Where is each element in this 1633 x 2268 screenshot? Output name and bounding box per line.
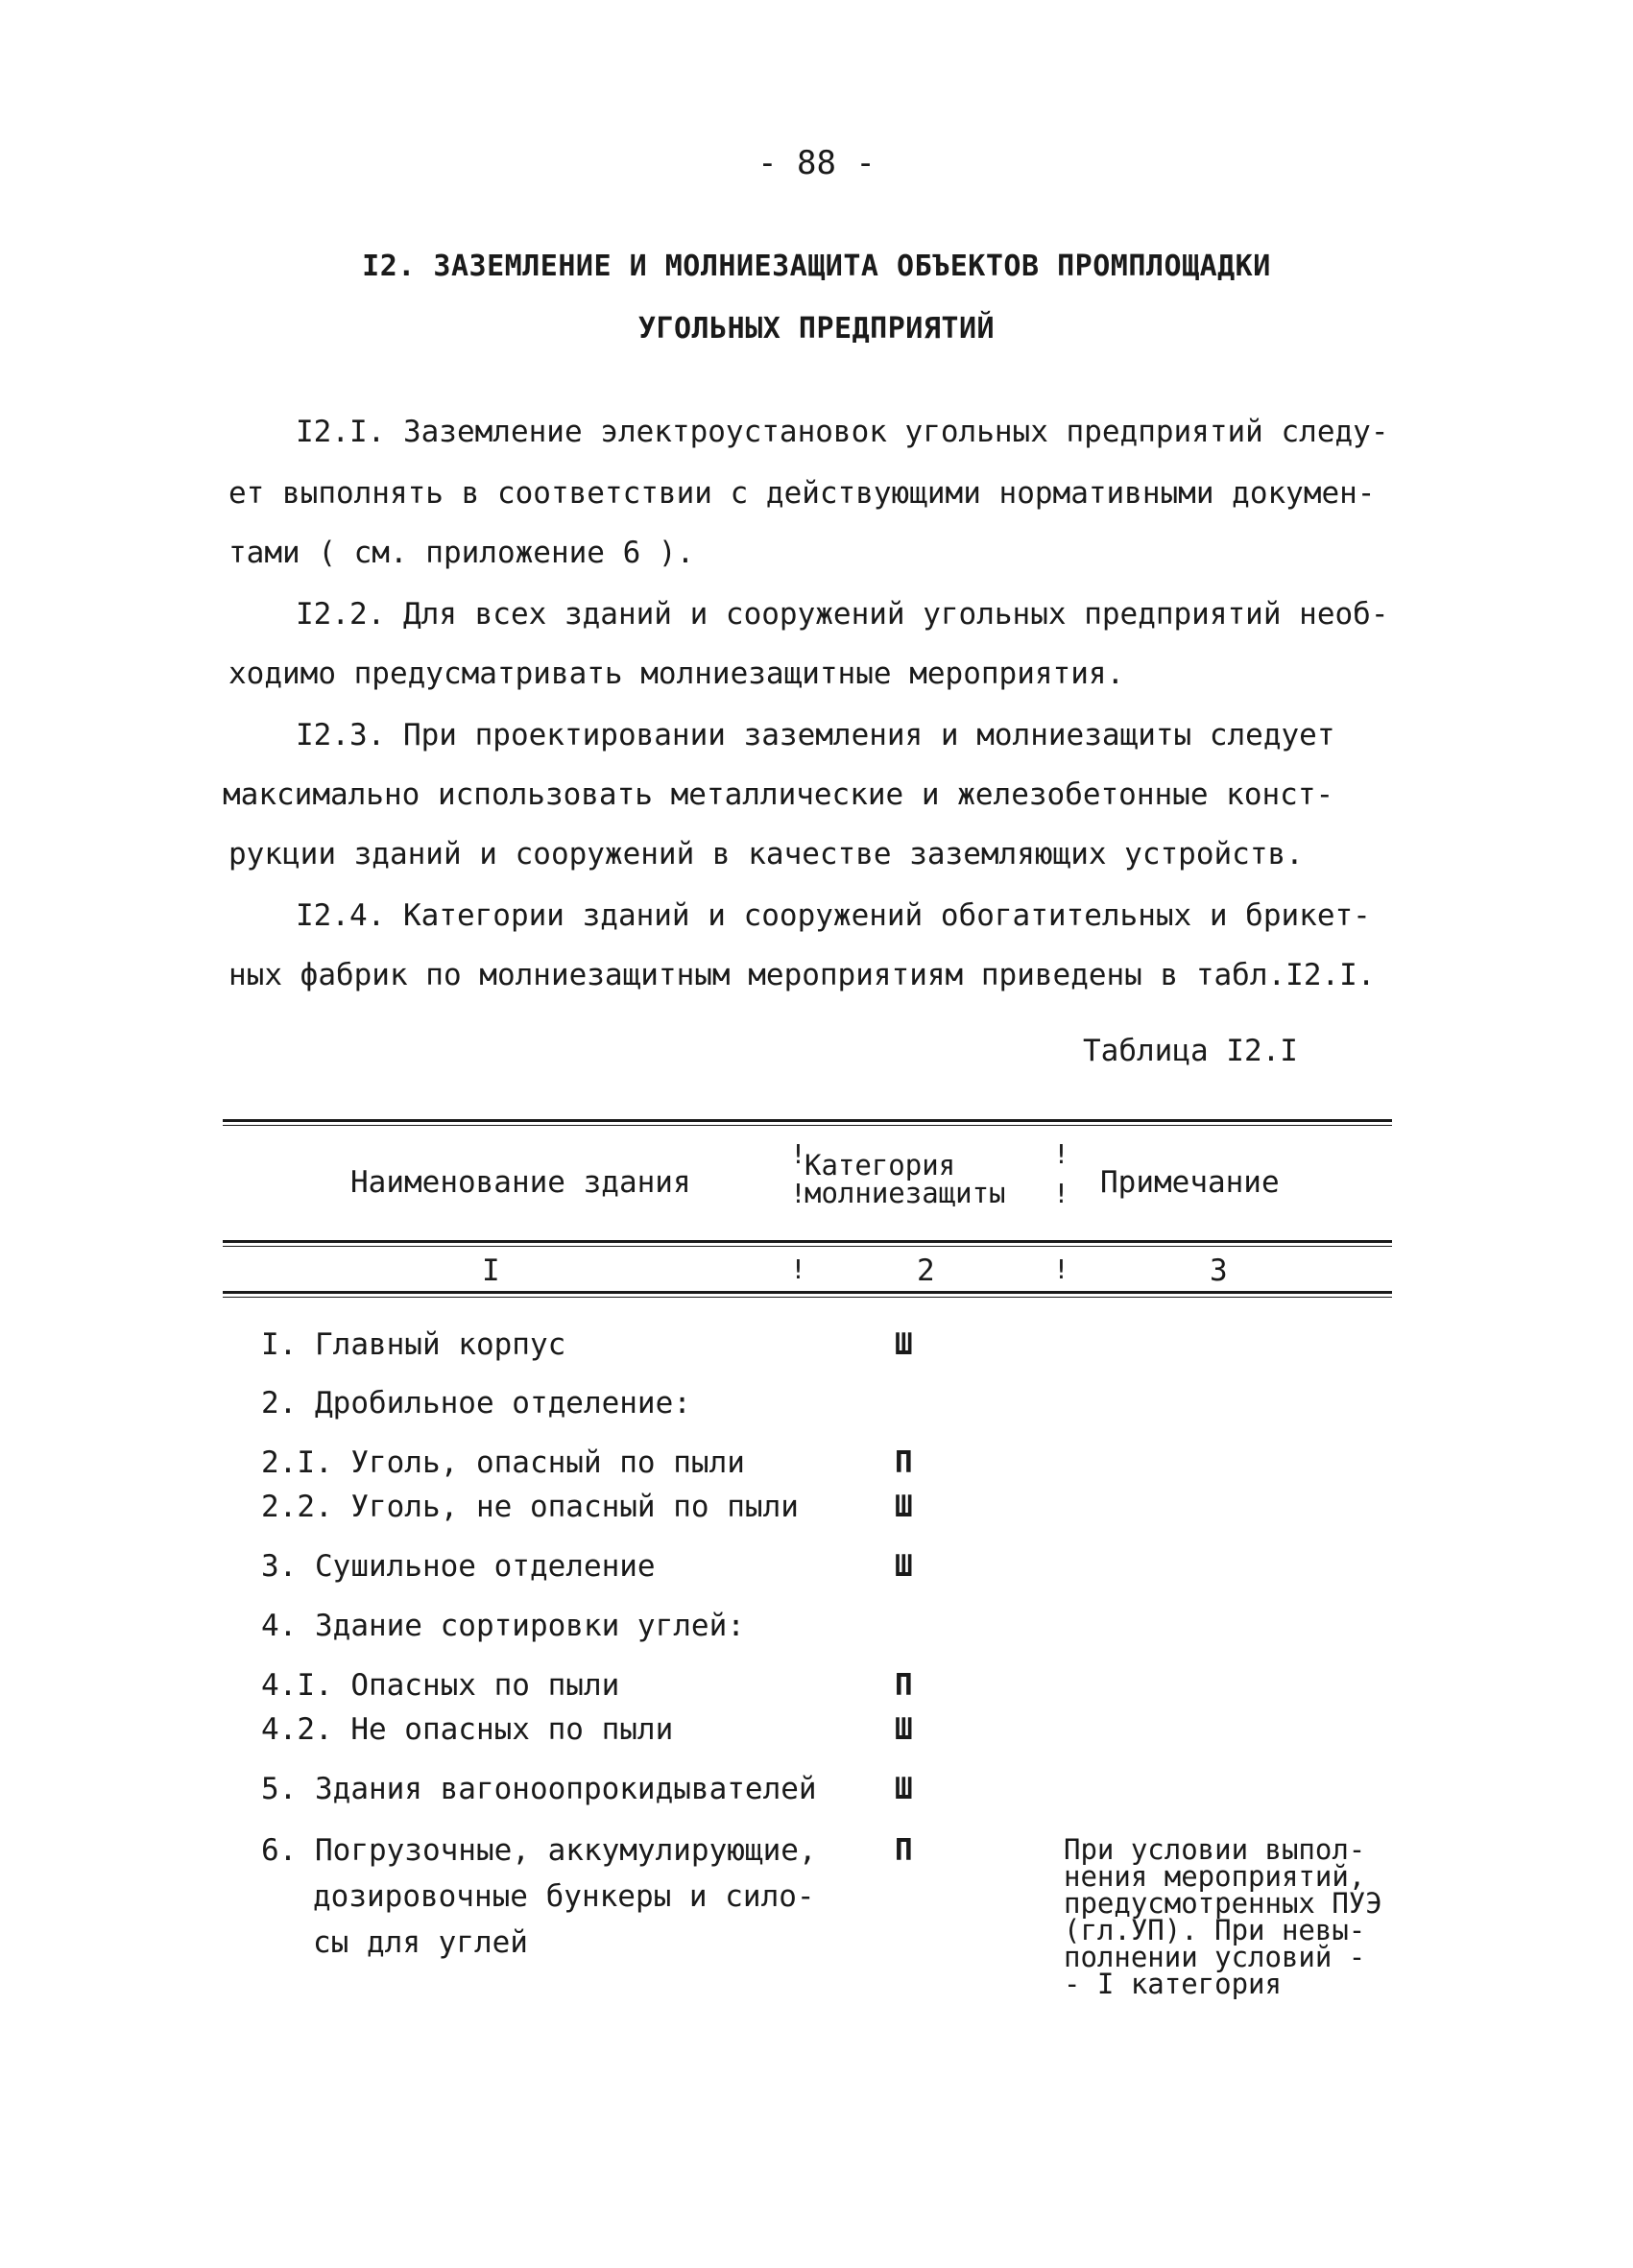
table-row-note-line: предусмотренных ПУЭ	[1064, 1887, 1382, 1920]
table-caption: Таблица I2.I	[1083, 1034, 1298, 1068]
header-bottom-rule	[223, 1240, 1392, 1243]
header-separator: !	[1053, 1178, 1069, 1209]
column-number-separator: !	[1053, 1253, 1069, 1285]
column-number-rule	[223, 1291, 1392, 1294]
table-row-name-cont: сы для углей	[313, 1925, 528, 1960]
paragraph-3-line1: I2.3. При проектировании заземления и молниезащиты следует	[296, 718, 1335, 752]
table-row-category: Ш	[895, 1549, 913, 1584]
table-row-name: 4.I. Опасных по пыли	[261, 1668, 620, 1703]
page-number: - 88 -	[757, 144, 876, 182]
table-row-name: 2.I. Уголь, опасный по пыли	[261, 1445, 745, 1480]
column-number-rule-thin	[223, 1297, 1392, 1298]
header-category-line2: молниезащиты	[804, 1177, 1006, 1209]
table-row-note-line: нения мероприятий,	[1064, 1860, 1366, 1893]
paragraph-1-line2: ет выполнять в соответствии с действующими нормативными докумен-	[228, 476, 1376, 511]
column-number-separator: !	[790, 1253, 806, 1285]
table-row-note-line: - I категория	[1064, 1968, 1282, 2000]
paragraph-4-line2: ных фабрик по молниезащитным мероприятиям приведены в табл.I2.I.	[228, 958, 1376, 992]
section-title-line2: УГОЛЬНЫХ ПРЕДПРИЯТИЙ	[637, 312, 996, 346]
paragraph-2-line1: I2.2. Для всех зданий и сооружений угольных предприятий необ-	[296, 597, 1389, 632]
table-top-rule	[223, 1119, 1392, 1122]
paragraph-4-line1: I2.4. Категории зданий и сооружений обогатительных и брикет-	[296, 898, 1371, 933]
table-row-category: Ш	[895, 1490, 913, 1524]
table-row-category: Ш	[895, 1327, 913, 1362]
header-separator: !	[1053, 1138, 1069, 1170]
section-title-line1: I2. ЗАЗЕМЛЕНИЕ И МОЛНИЕЗАЩИТА ОБЪЕКТОВ ПРОМПЛОЩАДКИ	[362, 250, 1271, 283]
table-row-name: 4.2. Не опасных по пыли	[261, 1712, 674, 1747]
table-row-name: 3. Сушильное отделение	[261, 1549, 656, 1584]
table-row-name: 5. Здания вагоноопрокидывателей	[261, 1772, 817, 1806]
table-row-category: П	[895, 1668, 913, 1703]
table-row-name: 2.2. Уголь, не опасный по пыли	[261, 1490, 799, 1524]
table-top-rule-thin	[223, 1125, 1392, 1126]
paragraph-1-line1: I2.I. Заземление электроустановок угольных предприятий следу-	[296, 415, 1389, 449]
table-row-category: П	[895, 1445, 913, 1480]
header-category-line1: Категория	[804, 1149, 956, 1182]
table-row-name: 2. Дробильное отделение:	[261, 1386, 691, 1420]
column-number-1: I	[482, 1253, 500, 1288]
table-row-category: Ш	[895, 1712, 913, 1747]
paragraph-3-line2: максимально использовать металлические и железобетонные конст-	[223, 777, 1334, 812]
paragraph-2-line2: ходимо предусматривать молниезащитные мероприятия.	[228, 657, 1125, 691]
table-row-note-line: полнении условий -	[1064, 1941, 1366, 1973]
table-row-note-line: (гл.УП). При невы-	[1064, 1914, 1366, 1946]
header-separator: !	[790, 1138, 806, 1170]
header-name: Наименование здания	[350, 1165, 691, 1200]
table-row-name: 4. Здание сортировки углей:	[261, 1609, 745, 1643]
paragraph-3-line3: рукции зданий и сооружений в качестве заземляющих устройств.	[228, 837, 1304, 871]
table-row-name: 6. Погрузочные, аккумулирующие,	[261, 1833, 817, 1868]
column-number-2: 2	[917, 1253, 935, 1288]
table-row-category: Ш	[895, 1772, 913, 1806]
column-number-3: 3	[1210, 1253, 1228, 1288]
header-note: Примечание	[1100, 1165, 1280, 1200]
header-bottom-rule-thin	[223, 1246, 1392, 1247]
table-row-category: П	[895, 1833, 913, 1868]
table-row-note-line: При условии выпол-	[1064, 1833, 1366, 1866]
header-separator: !	[790, 1178, 806, 1209]
table-row-name-cont: дозировочные бункеры и сило-	[313, 1879, 815, 1914]
table-row-name: I. Главный корпус	[261, 1327, 566, 1362]
paragraph-1-line3: тами ( см. приложение 6 ).	[228, 536, 695, 570]
